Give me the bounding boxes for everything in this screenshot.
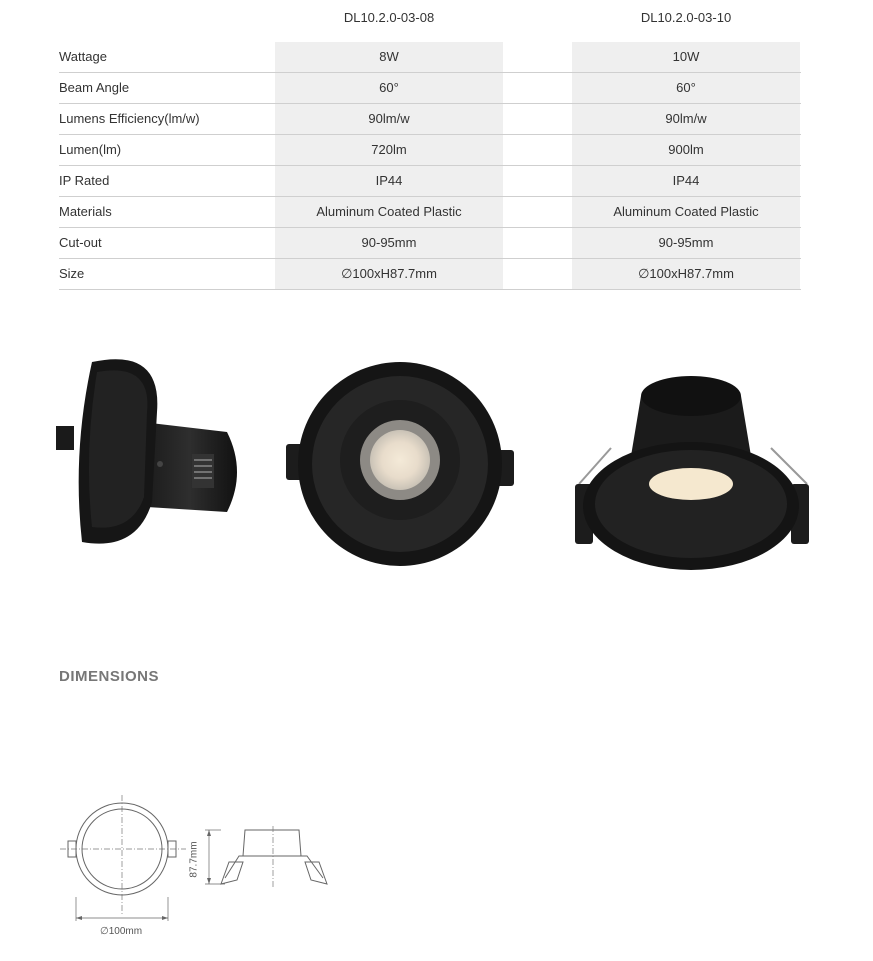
- table-row: [59, 228, 801, 259]
- downlight-front-view-image: [284, 360, 516, 570]
- diameter-dimension-label: ∅100mm: [100, 926, 143, 937]
- value-cell: 90-95mm: [572, 228, 800, 258]
- value-cell: ∅100xH87.7mm: [572, 259, 800, 289]
- table-row: [59, 166, 801, 197]
- row-label: Cut-out: [59, 235, 102, 250]
- spec-table: [59, 42, 801, 290]
- table-row: [59, 197, 801, 228]
- value-cell: 720lm: [275, 135, 503, 165]
- dimensions-heading: DIMENSIONS: [59, 668, 160, 685]
- dimension-drawing-side: [195, 822, 330, 892]
- table-row: [59, 259, 801, 290]
- row-label: Size: [59, 266, 85, 281]
- height-dimension-label: 87.7mm: [188, 841, 200, 878]
- value-cell: 90lm/w: [275, 104, 503, 134]
- value-cell: 60°: [275, 73, 503, 103]
- value-cell: 10W: [572, 42, 800, 72]
- value-cell: 90lm/w: [572, 104, 800, 134]
- row-label: IP Rated: [59, 173, 110, 188]
- table-row: [59, 73, 801, 104]
- value-cell: Aluminum Coated Plastic: [572, 197, 800, 227]
- row-label: Lumens Efficiency(lm/w): [59, 111, 200, 126]
- downlight-angled-view-image: [571, 366, 813, 572]
- value-cell: 90-95mm: [275, 228, 503, 258]
- downlight-side-view-image: [52, 352, 248, 552]
- value-cell: ∅100xH87.7mm: [275, 259, 503, 289]
- value-cell: 8W: [275, 42, 503, 72]
- value-cell: 60°: [572, 73, 800, 103]
- row-label: Beam Angle: [59, 80, 130, 95]
- table-row: [59, 42, 801, 73]
- value-cell: 900lm: [572, 135, 800, 165]
- table-row: [59, 135, 801, 166]
- column-header-model-10: DL10.2.0-03-10: [640, 10, 732, 25]
- column-header-model-08: DL10.2.0-03-08: [343, 10, 435, 25]
- dimension-drawing-front: [58, 795, 188, 930]
- row-label: Lumen(lm): [59, 142, 122, 157]
- row-label: Wattage: [59, 49, 107, 64]
- value-cell: IP44: [275, 166, 503, 196]
- row-label: Materials: [59, 204, 112, 219]
- value-cell: Aluminum Coated Plastic: [275, 197, 503, 227]
- value-cell: IP44: [572, 166, 800, 196]
- table-row: [59, 104, 801, 135]
